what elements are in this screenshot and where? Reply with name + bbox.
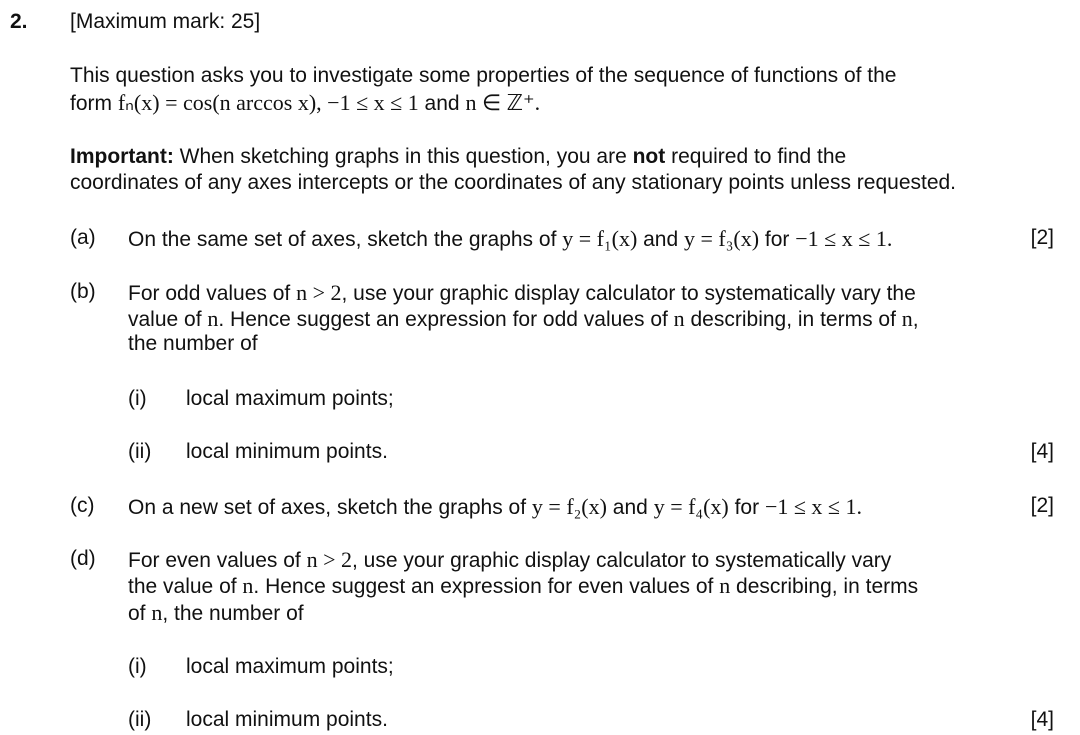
important-line-1: [70, 145, 846, 169]
part-d-line3-text-2: , the number of: [162, 602, 304, 625]
function-definition: fₙ(x) = cos(n arccos x), −1 ≤ x ≤ 1: [117, 90, 419, 115]
part-a-math-2: y = f₃(x): [684, 226, 760, 251]
part-d-sub-ii-text: local minimum points.: [186, 708, 388, 731]
part-d-line1-text-2: , use your graphic display calculator to systematically vary: [352, 549, 892, 572]
part-a-label: (a): [70, 226, 96, 249]
part-a-math-3: −1 ≤ x ≤ 1.: [795, 226, 893, 251]
intro-prefix: form: [70, 92, 118, 115]
part-b-marks: [4]: [1030, 440, 1054, 463]
part-b-sub-i-text: local maximum points;: [186, 387, 394, 410]
important-text-2: required to find the: [665, 145, 847, 168]
part-d-marks: [4]: [1030, 708, 1054, 731]
part-a-text-2: and: [637, 228, 685, 251]
part-b-line1-text-1: For odd values of: [128, 282, 297, 305]
maximum-mark: [Maximum mark: 25]: [70, 10, 261, 33]
part-c-text-1: On a new set of axes, sketch the graphs of: [128, 496, 532, 519]
n-domain: n ∈ ℤ⁺.: [465, 90, 541, 115]
part-d-line2-math-2: n: [719, 573, 731, 598]
part-b-sub-i-label: (i): [128, 387, 147, 410]
part-d-line2-text-2: . Hence suggest an expression for even values of: [253, 575, 720, 598]
part-d-line-2: [128, 573, 918, 599]
part-a-text-1: On the same set of axes, sketch the graphs of: [128, 228, 563, 251]
important-line-2: coordinates of any axes intercepts or the coordinates of any stationary points unless requested.: [70, 171, 957, 194]
part-d-line2-text-3: describing, in terms: [730, 575, 919, 598]
part-d-line2-math-1: n: [242, 573, 254, 598]
part-d-sub-i-label: (i): [128, 655, 147, 678]
part-d-line3-math: n: [151, 600, 163, 625]
part-d-line-1: [128, 547, 891, 573]
part-c-math-3: −1 ≤ x ≤ 1.: [764, 494, 862, 519]
part-b-sub-ii-label: (ii): [128, 440, 152, 463]
question-number: 2.: [10, 10, 28, 33]
intro-line-1: This question asks you to investigate some properties of the sequence of functions of the: [70, 64, 897, 87]
part-c-text: [128, 494, 862, 520]
part-b-sub-ii-text: local minimum points.: [186, 440, 388, 463]
part-b-line1-text-2: , use your graphic display calculator to systematically vary the: [341, 282, 916, 305]
part-d-label: (d): [70, 547, 96, 570]
part-c-text-2: and: [606, 496, 654, 519]
part-b-line2-text-1: value of: [128, 308, 208, 331]
part-b-line1-math: n > 2: [296, 280, 342, 305]
part-d-line2-text-1: the value of: [128, 575, 243, 598]
important-not: not: [632, 145, 666, 168]
part-c-marks: [2]: [1030, 494, 1054, 517]
part-b-line2-math-3: n: [901, 306, 913, 331]
part-d-line3-text-1: of: [128, 602, 152, 625]
part-a-text: [128, 226, 892, 252]
part-b-label: (b): [70, 280, 96, 303]
part-c-math-1: y = f₂(x): [531, 494, 607, 519]
part-c-label: (c): [70, 494, 95, 517]
part-d-sub-i-text: local maximum points;: [186, 655, 394, 678]
part-d-sub-ii-label: (ii): [128, 708, 152, 731]
part-c-math-2: y = f₄(x): [653, 494, 729, 519]
intro-and: and: [418, 92, 466, 115]
intro-line-2: [70, 90, 540, 116]
part-b-line2-math-2: n: [673, 306, 685, 331]
part-b-line2-text-2: . Hence suggest an expression for odd values of: [218, 308, 674, 331]
part-b-line2-text-3: describing, in terms of: [684, 308, 902, 331]
part-c-text-3: for: [728, 496, 765, 519]
part-b-line-2: [128, 306, 919, 332]
part-a-marks: [2]: [1030, 226, 1054, 249]
part-a-text-3: for: [759, 228, 796, 251]
part-b-line-1: [128, 280, 916, 306]
part-d-line1-text-1: For even values of: [128, 549, 307, 572]
part-d-line1-math: n > 2: [306, 547, 353, 572]
important-text-1: When sketching graphs in this question, you are: [173, 145, 633, 168]
part-b-line2-math-1: n: [207, 306, 219, 331]
part-a-math-1: y = f₁(x): [562, 226, 638, 251]
part-d-line-3: [128, 600, 304, 626]
part-b-line-3: the number of: [128, 332, 258, 355]
important-label: Important:: [70, 145, 174, 168]
part-b-line2-text-4: ,: [912, 308, 919, 331]
